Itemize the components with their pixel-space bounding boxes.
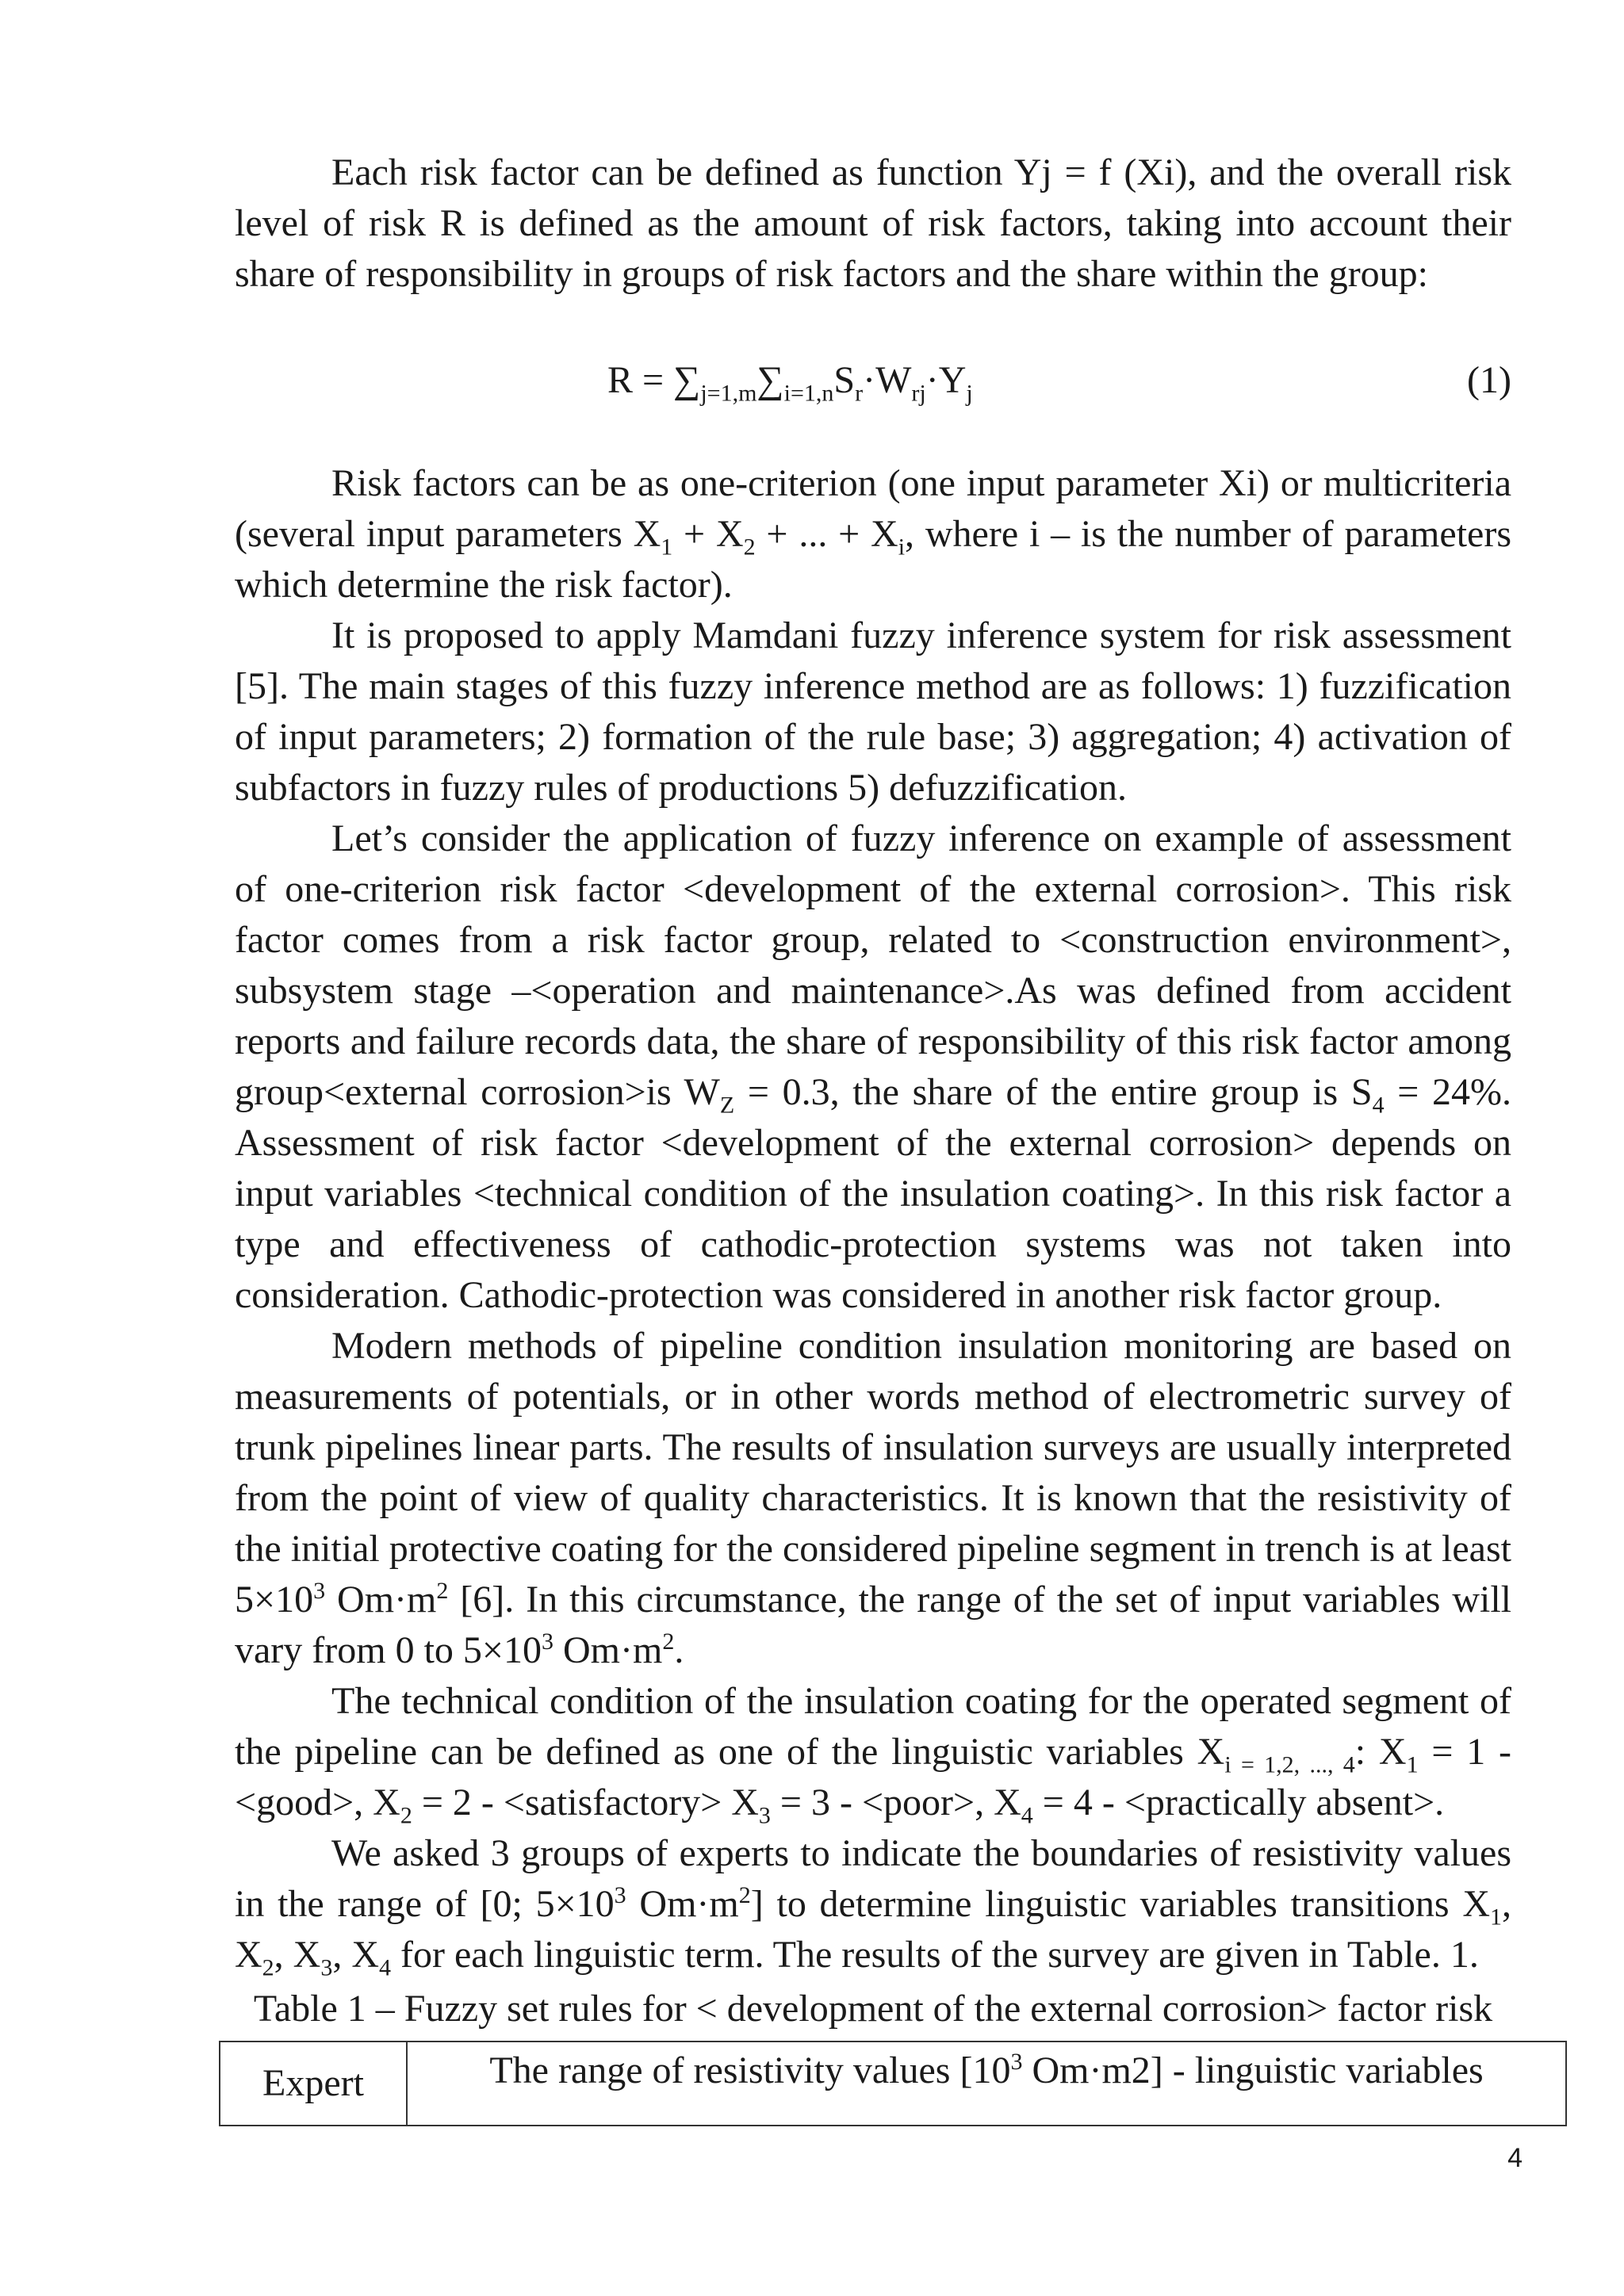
table-caption: Table 1 – Fuzzy set rules for < development of the external corrosion> factor risk: [253, 1988, 1493, 2030]
table-1: [219, 2041, 1567, 2126]
paragraph-7: We asked 3 groups of experts to indicate the boundaries of resistivity values in the range of [0; $5\times 10^3$ $Om\cdot m^2$] to determine linguistic variables transitions $X_1$, $X_2$, $X_3$, $X_4$ for each linguistic term. The results of the survey are given in Table. 1.: [235, 1832, 1512, 1981]
page-number: 4: [1507, 2143, 1522, 2173]
equation-number: (1): [1467, 359, 1511, 401]
table-header-row: [220, 2042, 1566, 2126]
body-text: [235, 458, 1511, 1980]
paragraph-1: [235, 147, 1511, 300]
paragraph-1-text: Each risk factor can be defined as function Yj = f (Xi), and the overall risk level of risk R is defined as the amount of risk factors, taking into account their share of responsibility in groups of risk factors and the share within the group:: [235, 151, 1511, 295]
paragraph-3: It is proposed to apply Mamdani fuzzy inference system for risk assessment [5]. The main stages of this fuzzy inference method are as follows: 1) fuzzification of input parameters; 2) formation of the rule base; 3) aggregation; 4) activation of subfactors in fuzzy rules of productions 5) defuzzification.: [235, 614, 1511, 809]
equation-1: [235, 355, 1511, 406]
paragraph-5: Modern methods of pipeline condition insulation monitoring are based on measurements of potentials, or in other words method of electrometric survey of trunk pipelines linear parts. The results of insulation surveys are usually interpreted from the point of view of quality characteristics. It is known that the resistivity of the initial protective coating for the considered pipeline segment in trench is at least $5\times 10^3$ $Om\cdot m^2$ [6]. In this circumstance, the range of the set of input variables will vary from 0 to $5\times 10^3$ $Om\cdot m^2$.: [235, 1325, 1511, 1671]
table-header-range: The range of resistivity values [$10^3$ Om·m2] - linguistic variables: [407, 2042, 1566, 2126]
table-header-expert: Expert: [220, 2042, 407, 2126]
paragraph-4: Let’s consider the application of fuzzy inference on example of assessment of one-criterion risk factor <development of the external corrosion>. This risk factor comes from a risk factor group, related to <construction environment>, subsystem stage –<operation and maintenance>.As was defined from accident reports and failure records data, the share of responsibility of this risk factor among group<external corrosion>is $W_Z = 0.3$, the share of the entire group is $S_4 = 24\%$. Assessment of risk factor <development of the external corrosion> depends on input variables <technical condition of the insulation coating>. In this risk factor a type and effectiveness of cathodic-protection systems was not taken into consideration. Cathodic-protection was considered in another risk factor group.: [235, 817, 1512, 1316]
paragraph-2: Risk factors can be as one-criterion (one input parameter Xi) or multicriteria (several input parameters $X_1 + X_2$ + ... + $X_i$, where i – is the number of parameters which determine the risk factor).: [235, 462, 1511, 606]
paragraph-6: The technical condition of the insulation coating for the operated segment of the pipeline can be defined as one of the linguistic variables $X_{i = 1,2, ..., 4}$: $X_1 = 1$ - <good>, $X_2 = 2$ - <satisfactory> $X_3 = 3$ - <poor>, $X_4 = 4$ - <practically absent>.: [235, 1680, 1511, 1829]
equation-expression: $R = \sum_{j=1,m}\sum_{i=1,n}S_r\cdot W_{rj}\cdot Y_j$: [607, 359, 973, 407]
